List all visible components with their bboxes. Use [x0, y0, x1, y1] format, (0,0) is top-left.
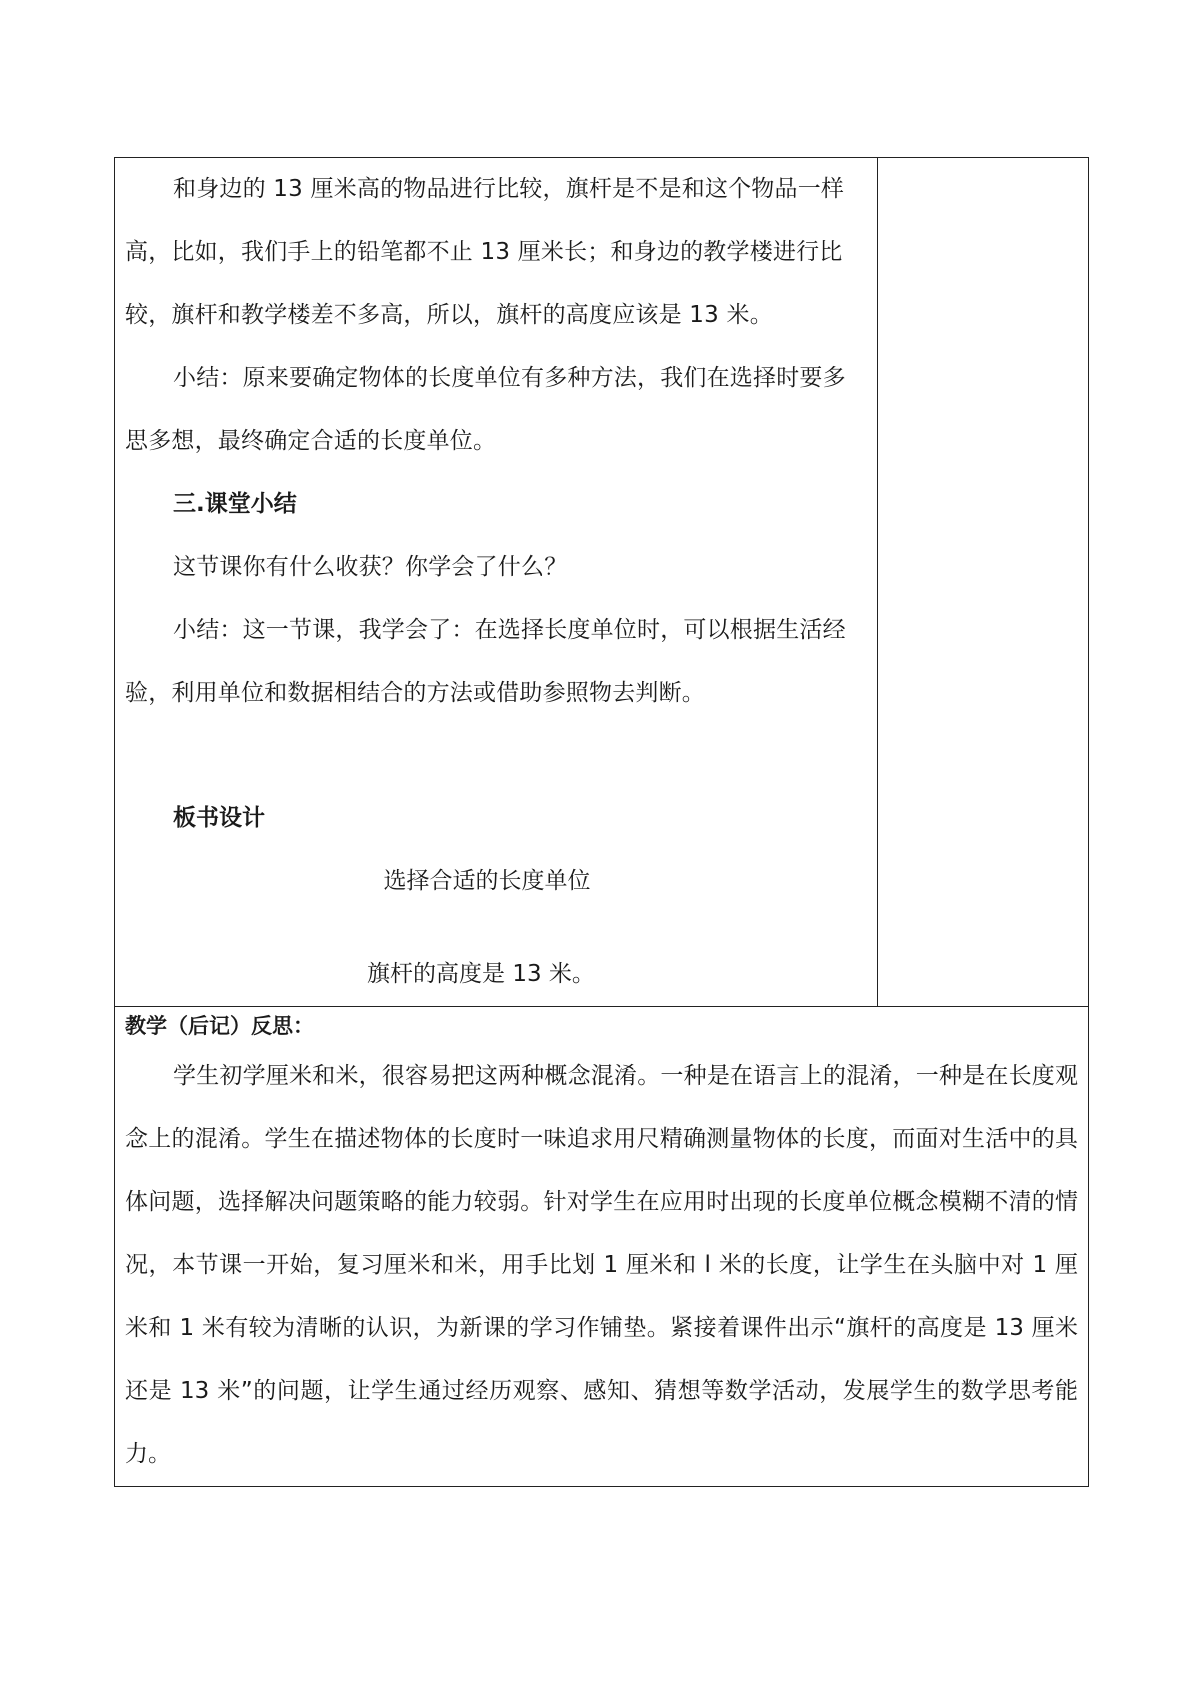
- summary-answer: 小结：这一节课，我学会了：在选择长度单位时，可以根据生活经验，利用单位和数据相结合的方法或借助参照物去判断。: [125, 617, 846, 706]
- lesson-plan-table: [114, 157, 1089, 1487]
- spacer: [115, 913, 877, 943]
- main-content-cell: [115, 158, 878, 1007]
- reflection-text: 学生初学厘米和米，很容易把这两种概念混淆。一种是在语言上的混淆，一种是在长度观念上的混淆。学生在描述物体的长度时一味追求用尺精确测量物体的长度，而面对生活中的具体问题，选择解决问题策略的能力较弱。针对学生在应用时出现的长度单位概念模糊不清的情况，本节课一开始，复习厘米和米，用手比划 1 厘米和 l 米的长度，让学生在头脑中对 1 厘米和 1 米有较为清晰的认识，为新课的学习作铺垫。紧接着课件出示“旗杆的高度是 13 厘米还是 13 米”的问题，让学生通过经历观察、感知、猜想等数学活动，发展学生的数学思考能力。: [125, 1063, 1078, 1467]
- side-notes-cell: [878, 158, 1089, 1007]
- summary-question: 这节课你有什么收获？你学会了什么？: [173, 554, 568, 580]
- reflection-cell: [115, 1007, 1089, 1487]
- table-row-reflection: [115, 1007, 1089, 1487]
- comparison-paragraph: 和身边的 13 厘米高的物品进行比较，旗杆是不是和这个物品一样高，比如，我们手上的铅笔都不止 13 厘米长；和身边的教学楼进行比较，旗杆和教学楼差不多高，所以，旗杆的高度应该是 13 米。: [125, 176, 845, 328]
- board-line: 旗杆的高度是 13 米。: [367, 961, 595, 987]
- section-heading: 三.课堂小结: [173, 491, 297, 517]
- summary-paragraph: 小结：原来要确定物体的长度单位有多种方法，我们在选择时要多思多想，最终确定合适的长度单位。: [125, 365, 846, 454]
- table-row-main: [115, 158, 1089, 1007]
- spacer: [115, 725, 877, 787]
- board-title: 选择合适的长度单位: [383, 868, 591, 894]
- reflection-label: 教学（后记）反思：: [125, 1014, 314, 1038]
- board-heading: 板书设计: [173, 805, 265, 831]
